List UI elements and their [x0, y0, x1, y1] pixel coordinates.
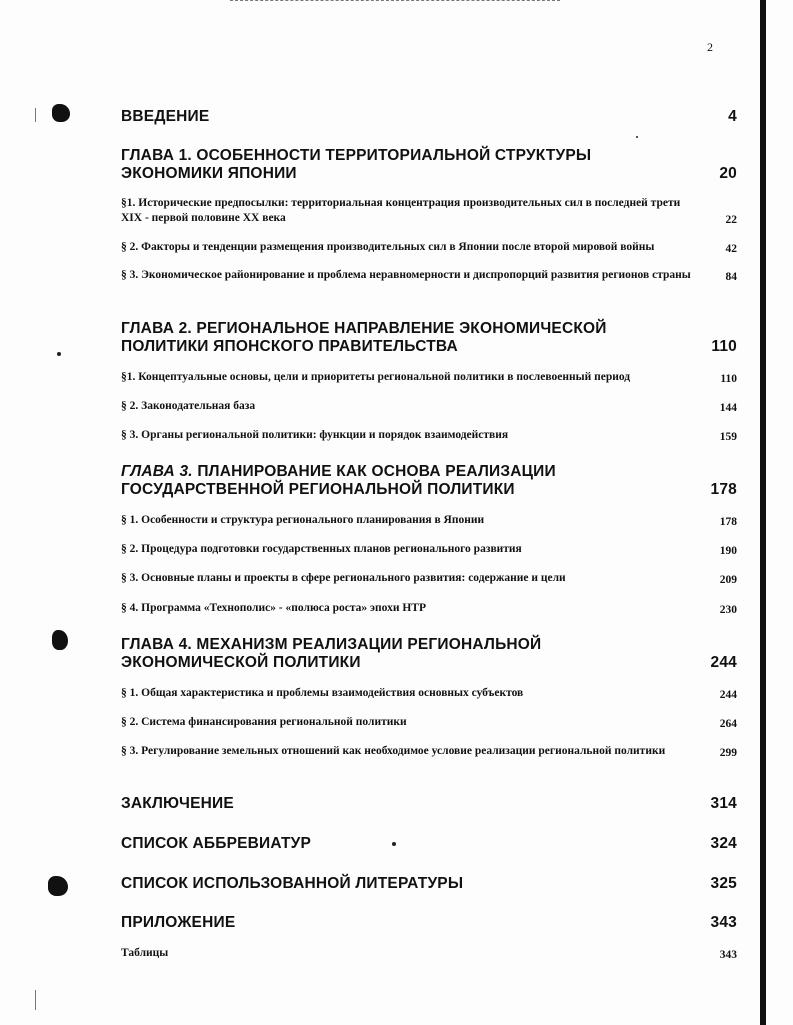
toc-section-title: § 2. Факторы и тенденции размещения производительных сил в Японии после второй мировой войны	[121, 241, 655, 253]
toc-page-number: 159	[719, 431, 737, 443]
toc-heading-title: ГЛАВА 4. МЕХАНИЗМ РЕАЛИЗАЦИИ РЕГИОНАЛЬНОЙ ЭКОНОМИЧЕСКОЙ ПОЛИТИКИ	[121, 636, 542, 671]
toc-heading-title: ВВЕДЕНИЕ	[121, 108, 210, 125]
toc-heading-chapter-3	[121, 463, 737, 499]
scan-mark	[35, 108, 36, 122]
toc-page-number: 144	[719, 402, 737, 414]
toc-heading-title: ГЛАВА 1. ОСОБЕННОСТИ ТЕРРИТОРИАЛЬНОЙ СТРУКТУРЫ ЭКОНОМИКИ ЯПОНИИ	[121, 147, 592, 182]
toc-section-2-2	[121, 399, 737, 414]
toc-page-number: 110	[711, 338, 737, 355]
toc-heading-rest: ПЛАНИРОВАНИЕ КАК ОСНОВА РЕАЛИЗАЦИИ ГОСУДАРСТВЕННОЙ РЕГИОНАЛЬНОЙ ПОЛИТИКИ	[121, 463, 556, 498]
scan-blot	[52, 104, 70, 122]
toc-heading-chapter-1	[121, 147, 737, 183]
toc-heading-title: СПИСОК АББРЕВИАТУР	[121, 835, 312, 852]
toc-heading-lead: ГЛАВА 3.	[121, 463, 193, 480]
toc-section-2-1	[121, 370, 737, 385]
toc-section-title: § 4. Программа «Технополис» - «полюса роста» эпохи НТР	[121, 602, 426, 614]
toc-page-number: 178	[710, 481, 737, 498]
toc-page-number: 299	[719, 747, 737, 759]
toc-section-title: § 3. Регулирование земельных отношений как необходимое условие реализации региональной политики	[121, 745, 666, 757]
toc-section-title: § 2. Система финансирования региональной политики	[121, 716, 407, 728]
scan-blot	[52, 630, 68, 650]
scan-blot	[48, 876, 68, 896]
scan-top-edge	[230, 0, 560, 3]
toc-section-3-1	[121, 513, 737, 528]
toc-page-number: 22	[725, 214, 737, 226]
toc-heading-chapter-4	[121, 636, 737, 672]
toc-heading-conclusion	[121, 795, 737, 813]
toc-page-number: 244	[710, 654, 737, 671]
toc-page-number: 42	[725, 243, 737, 255]
scan-speck	[57, 352, 61, 356]
toc-page-number: 343	[719, 949, 737, 961]
scan-speck	[636, 136, 638, 138]
toc-page-number: 209	[719, 574, 737, 586]
toc-section-3-2	[121, 542, 737, 557]
toc-page-number: 324	[710, 835, 737, 852]
toc-page-number: 178	[719, 516, 737, 528]
toc-page-number: 4	[728, 108, 737, 125]
toc-heading-literature	[121, 875, 737, 893]
toc-section-4-2	[121, 715, 737, 730]
toc-page-number: 325	[710, 875, 737, 892]
toc-section-1-3	[121, 268, 737, 283]
toc-heading-appendix	[121, 914, 737, 932]
toc-section-tables	[121, 946, 737, 961]
toc-section-title: § 3. Экономическое районирование и проблема неравномерности и диспропорций развития регионов страны	[121, 269, 691, 281]
toc-section-title: § 1. Общая характеристика и проблемы взаимодействия основных субъектов	[121, 687, 524, 699]
toc-heading-title: ЗАКЛЮЧЕНИЕ	[121, 795, 234, 812]
page-number: 2	[707, 40, 713, 54]
toc-section-1-2	[121, 240, 737, 255]
toc-section-3-3	[121, 571, 737, 586]
toc-section-title: Таблицы	[121, 947, 169, 959]
toc-page-number: 230	[719, 604, 737, 616]
toc-section-title: § 3. Основные планы и проекты в сфере регионального развития: содержание и цели	[121, 572, 566, 584]
toc-heading-title: ГЛАВА 2. РЕГИОНАЛЬНОЕ НАПРАВЛЕНИЕ ЭКОНОМИЧЕСКОЙ ПОЛИТИКИ ЯПОНСКОГО ПРАВИТЕЛЬСТВА	[121, 320, 607, 355]
toc-page-number: 314	[710, 795, 737, 812]
toc-page-number: 264	[719, 718, 737, 730]
toc-section-4-1	[121, 686, 737, 701]
toc-section-title: § 3. Органы региональной политики: функции и порядок взаимодействия	[121, 429, 509, 441]
toc-heading-chapter-2	[121, 320, 737, 356]
toc-page-number: 190	[719, 545, 737, 557]
toc-page-number: 110	[720, 373, 737, 385]
toc-page-number: 20	[719, 165, 737, 182]
scan-right-edge	[760, 0, 766, 1025]
toc-section-title: § 2. Законодательная база	[121, 400, 256, 412]
toc-page-number: 244	[719, 689, 737, 701]
toc-page-number: 343	[710, 914, 737, 931]
toc-heading-title: СПИСОК ИСПОЛЬЗОВАННОЙ ЛИТЕРАТУРЫ	[121, 875, 464, 892]
toc-section-3-4	[121, 601, 737, 616]
scan-mark	[35, 990, 36, 1010]
toc-heading-title: ПРИЛОЖЕНИЕ	[121, 914, 236, 931]
toc-section-title: §1. Исторические предпосылки: территориальная концентрация производительных сил в последней трети XIX - первой половине XX века	[121, 197, 681, 224]
toc-section-title: § 2. Процедура подготовки государственных планов регионального развития	[121, 543, 522, 555]
toc-page-number: 84	[725, 271, 737, 283]
toc-section-title: §1. Концептуальные основы, цели и приоритеты региональной политики в послевоенный период	[121, 371, 631, 383]
toc-section-1-1	[121, 196, 737, 226]
toc-heading-title	[121, 463, 681, 499]
toc-heading-intro	[121, 108, 737, 126]
toc-section-title: § 1. Особенности и структура регионального планирования в Японии	[121, 514, 485, 526]
toc-heading-abbreviations	[121, 835, 737, 853]
toc-section-4-3	[121, 744, 737, 759]
toc-section-2-3	[121, 428, 737, 443]
